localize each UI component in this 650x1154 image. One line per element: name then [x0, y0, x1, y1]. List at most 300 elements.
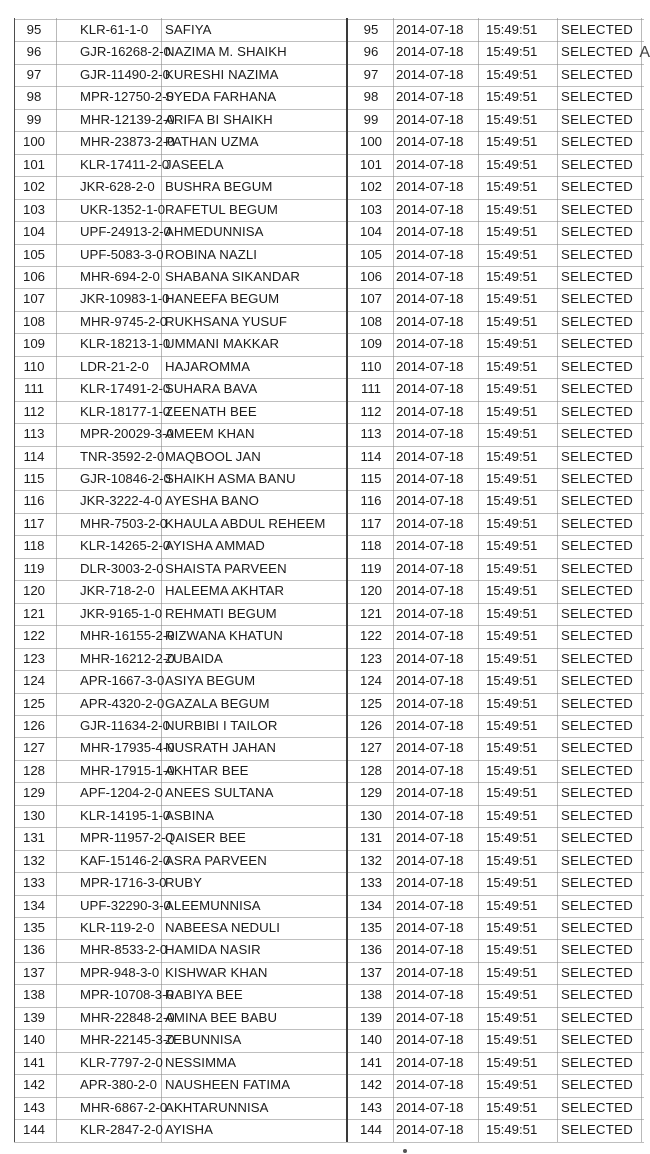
table-row — [0, 311, 650, 333]
status-cell: SELECTED — [561, 493, 634, 509]
time-cell: 15:49:51 — [486, 538, 538, 554]
serial-number-repeat-cell: 138 — [359, 987, 382, 1003]
time-cell: 15:49:51 — [486, 830, 538, 846]
time-cell: 15:49:51 — [486, 695, 538, 711]
date-cell: 2014-07-18 — [396, 830, 464, 846]
date-cell: 2014-07-18 — [396, 313, 464, 329]
candidate-name-cell: RAFETUL BEGUM — [165, 201, 278, 217]
date-cell: 2014-07-18 — [396, 1099, 464, 1115]
table-row — [0, 468, 650, 490]
serial-number-cell: 129 — [22, 785, 45, 801]
status-cell: SELECTED — [561, 111, 634, 127]
candidate-name-cell: SHAIKH ASMA BANU — [165, 471, 296, 486]
status-cell: SELECTED — [561, 807, 634, 823]
time-cell: 15:49:51 — [486, 852, 538, 868]
registration-id-cell: MHR-17915-1-0 — [80, 762, 175, 778]
serial-number-cell: 101 — [22, 156, 45, 172]
date-cell: 2014-07-18 — [396, 1054, 464, 1070]
status-cell: SELECTED — [561, 538, 634, 554]
status-cell: SELECTED — [561, 268, 634, 284]
time-cell: 15:49:51 — [486, 448, 538, 464]
candidate-name-cell: UMMANI MAKKAR — [165, 336, 280, 352]
date-cell: 2014-07-18 — [396, 336, 464, 352]
date-cell: 2014-07-18 — [396, 471, 464, 486]
date-cell: 2014-07-18 — [396, 964, 464, 980]
status-cell: SELECTED — [561, 560, 634, 576]
status-cell: SELECTED — [561, 515, 634, 531]
status-cell: SELECTED — [561, 987, 634, 1003]
serial-number-repeat-cell: 123 — [359, 650, 382, 666]
candidate-name-cell: ASRA PARVEEN — [165, 852, 267, 868]
time-cell: 15:49:51 — [486, 717, 538, 733]
table-row — [0, 827, 650, 849]
candidate-name-cell: HALEEMA AKHTAR — [165, 583, 285, 599]
date-cell: 2014-07-18 — [396, 111, 464, 127]
date-cell: 2014-07-18 — [396, 875, 464, 891]
status-cell: SELECTED — [561, 89, 634, 105]
time-cell: 15:49:51 — [486, 358, 538, 374]
date-cell: 2014-07-18 — [396, 246, 464, 262]
serial-number-cell: 112 — [23, 403, 45, 419]
serial-number-repeat-cell: 107 — [359, 291, 382, 307]
registration-id-cell: JKR-9165-1-0 — [80, 605, 163, 621]
registration-id-cell: APR-380-2-0 — [80, 1077, 157, 1093]
serial-number-cell: 103 — [22, 201, 45, 217]
serial-number-repeat-cell: 108 — [359, 313, 382, 329]
table-row — [0, 962, 650, 984]
date-cell: 2014-07-18 — [396, 605, 464, 621]
status-cell: SELECTED — [561, 44, 634, 60]
serial-number-repeat-cell: 98 — [363, 89, 379, 105]
date-cell: 2014-07-18 — [396, 179, 464, 195]
table-row — [0, 176, 650, 198]
serial-number-cell: 137 — [22, 964, 45, 980]
time-cell: 15:49:51 — [486, 44, 538, 60]
serial-number-repeat-cell: 130 — [359, 807, 382, 823]
status-cell: SELECTED — [561, 224, 634, 240]
serial-number-cell: 121 — [22, 605, 45, 621]
date-cell: 2014-07-18 — [396, 515, 464, 531]
table-row — [0, 513, 650, 535]
table-row — [0, 199, 650, 221]
time-cell: 15:49:51 — [486, 22, 538, 37]
registration-id-cell: KLR-18177-1-0 — [80, 403, 171, 419]
date-cell: 2014-07-18 — [396, 852, 464, 868]
date-cell: 2014-07-18 — [396, 224, 464, 240]
table-row — [0, 535, 650, 557]
time-cell: 15:49:51 — [486, 493, 538, 509]
serial-number-repeat-cell: 120 — [359, 583, 382, 599]
table-row — [0, 872, 650, 894]
time-cell: 15:49:51 — [486, 605, 538, 621]
serial-number-repeat-cell: 110 — [360, 358, 382, 374]
candidate-name-cell: KHAULA ABDUL REHEEM — [165, 515, 326, 531]
candidate-name-cell: ROBINA NAZLI — [165, 246, 258, 262]
status-cell: SELECTED — [561, 695, 634, 711]
table-row — [0, 1097, 650, 1119]
time-cell: 15:49:51 — [486, 1122, 538, 1138]
time-cell: 15:49:51 — [486, 246, 538, 262]
serial-number-cell: 135 — [22, 920, 45, 935]
date-cell: 2014-07-18 — [396, 403, 464, 419]
candidate-name-cell: BUSHRA BEGUM — [165, 179, 273, 195]
serial-number-cell: 104 — [22, 224, 45, 240]
serial-number-cell: 144 — [22, 1122, 45, 1138]
candidate-name-cell: REHMATI BEGUM — [165, 605, 277, 621]
serial-number-cell: 131 — [22, 830, 45, 846]
serial-number-repeat-cell: 119 — [360, 560, 382, 576]
registration-id-cell: JKR-718-2-0 — [80, 583, 155, 599]
candidate-name-cell: NESSIMMA — [165, 1054, 237, 1070]
table-row — [0, 86, 650, 108]
serial-number-repeat-cell: 106 — [359, 268, 382, 284]
registration-id-cell: MHR-8533-2-0 — [80, 942, 168, 958]
registration-id-cell: MHR-17935-4-0 — [80, 740, 175, 756]
registration-id-cell: JKR-3222-4-0 — [80, 493, 163, 509]
serial-number-repeat-cell: 126 — [359, 717, 382, 733]
candidate-name-cell: HAMIDA NASIR — [165, 942, 261, 958]
candidate-name-cell: HAJAROMMA — [165, 358, 251, 374]
registration-id-cell: KLR-18213-1-0 — [80, 336, 171, 352]
registration-id-cell: JKR-628-2-0 — [80, 179, 155, 195]
time-cell: 15:49:51 — [486, 381, 538, 397]
table-row — [0, 693, 650, 715]
serial-number-cell: 138 — [22, 987, 45, 1003]
registration-id-cell: APR-4320-2-0 — [80, 695, 165, 711]
registration-id-cell: MHR-7503-2-0 — [80, 515, 168, 531]
registration-id-cell: KLR-14195-1-0 — [80, 807, 171, 823]
candidate-name-cell: AKHTAR BEE — [165, 762, 249, 778]
table-row — [0, 580, 650, 602]
candidate-name-cell: ZUBAIDA — [165, 650, 223, 666]
table-row — [0, 64, 650, 86]
serial-number-repeat-cell: 111 — [360, 381, 382, 397]
candidate-name-cell: GAZALA BEGUM — [165, 695, 270, 711]
registration-id-cell: MHR-16155-2-0 — [80, 628, 175, 644]
status-cell: SELECTED — [561, 1122, 634, 1138]
serial-number-cell: 106 — [22, 268, 45, 284]
serial-number-cell: 142 — [22, 1077, 45, 1093]
status-cell: SELECTED — [561, 426, 634, 442]
date-cell: 2014-07-18 — [396, 942, 464, 958]
registration-id-cell: APF-1204-2-0 — [80, 785, 163, 801]
registration-id-cell: MHR-22145-3-0 — [80, 1032, 175, 1048]
serial-number-repeat-cell: 125 — [359, 695, 382, 711]
time-cell: 15:49:51 — [486, 897, 538, 913]
table-row — [0, 446, 650, 468]
status-cell: SELECTED — [561, 785, 634, 801]
table-row — [0, 603, 650, 625]
registration-id-cell: APR-1667-3-0 — [80, 673, 165, 689]
registration-id-cell: UKR-1352-1-0 — [80, 201, 166, 217]
status-cell: SELECTED — [561, 1009, 634, 1025]
candidate-name-cell: NAZIMA M. SHAIKH — [165, 44, 287, 60]
serial-number-repeat-cell: 136 — [359, 942, 382, 958]
serial-number-cell: 130 — [22, 807, 45, 823]
candidate-name-cell: SHABANA SIKANDAR — [165, 268, 300, 284]
serial-number-repeat-cell: 101 — [359, 156, 382, 172]
registration-id-cell: MHR-6867-2-0 — [80, 1099, 168, 1115]
date-cell: 2014-07-18 — [396, 1077, 464, 1093]
registration-id-cell: MPR-1716-3-0 — [80, 875, 167, 891]
serial-number-repeat-cell: 115 — [360, 471, 382, 486]
registration-id-cell: KLR-2847-2-0 — [80, 1122, 163, 1138]
serial-number-cell: 98 — [26, 89, 42, 105]
candidate-name-cell: SHAISTA PARVEEN — [165, 560, 287, 576]
candidate-name-cell: AHMEDUNNISA — [165, 224, 264, 240]
table-row — [0, 423, 650, 445]
serial-number-repeat-cell: 141 — [359, 1054, 382, 1070]
serial-number-cell: 140 — [22, 1032, 45, 1048]
time-cell: 15:49:51 — [486, 942, 538, 958]
date-cell: 2014-07-18 — [396, 1122, 464, 1138]
time-cell: 15:49:51 — [486, 134, 538, 150]
serial-number-repeat-cell: 142 — [359, 1077, 382, 1093]
serial-number-cell: 99 — [26, 111, 42, 127]
candidate-name-cell: JASEELA — [165, 156, 224, 172]
table-row — [0, 333, 650, 355]
time-cell: 15:49:51 — [486, 1009, 538, 1025]
serial-number-cell: 107 — [22, 291, 45, 307]
time-cell: 15:49:51 — [486, 1054, 538, 1070]
time-cell: 15:49:51 — [486, 875, 538, 891]
date-cell: 2014-07-18 — [396, 89, 464, 105]
time-cell: 15:49:51 — [486, 313, 538, 329]
serial-number-repeat-cell: 132 — [359, 852, 382, 868]
registration-id-cell: MPR-10708-3-0 — [80, 987, 174, 1003]
status-cell: SELECTED — [561, 313, 634, 329]
serial-number-repeat-cell: 131 — [359, 830, 382, 846]
status-cell: SELECTED — [561, 852, 634, 868]
serial-number-repeat-cell: 102 — [359, 179, 382, 195]
date-cell: 2014-07-18 — [396, 673, 464, 689]
serial-number-cell: 134 — [22, 897, 45, 913]
date-cell: 2014-07-18 — [396, 1009, 464, 1025]
status-cell: SELECTED — [561, 740, 634, 756]
registration-id-cell: KLR-61-1-0 — [80, 22, 149, 37]
scan-speck — [403, 1149, 407, 1153]
registration-id-cell: MPR-12750-2-0 — [80, 89, 174, 105]
serial-number-repeat-cell: 97 — [363, 66, 379, 82]
serial-number-cell: 143 — [22, 1099, 45, 1115]
candidate-name-cell: KISHWAR KHAN — [165, 964, 268, 980]
serial-number-repeat-cell: 144 — [359, 1122, 382, 1138]
status-cell: SELECTED — [561, 628, 634, 644]
candidate-name-cell: AKHTARUNNISA — [165, 1099, 269, 1115]
table-row — [0, 266, 650, 288]
serial-number-cell: 105 — [22, 246, 45, 262]
table-row — [0, 715, 650, 737]
serial-number-cell: 132 — [22, 852, 45, 868]
date-cell: 2014-07-18 — [396, 785, 464, 801]
status-cell: SELECTED — [561, 1077, 634, 1093]
serial-number-repeat-cell: 118 — [360, 538, 382, 554]
status-cell: SELECTED — [561, 291, 634, 307]
table-row — [0, 760, 650, 782]
table-row — [0, 558, 650, 580]
time-cell: 15:49:51 — [486, 268, 538, 284]
table-row — [0, 131, 650, 153]
candidate-name-cell: AMEEM KHAN — [165, 426, 255, 442]
candidate-name-cell: ARIFA BI SHAIKH — [165, 111, 273, 127]
time-cell: 15:49:51 — [486, 224, 538, 240]
date-cell: 2014-07-18 — [396, 807, 464, 823]
candidate-name-cell: NABEESA NEDULI — [165, 920, 280, 935]
registration-id-cell: KLR-14265-2-0 — [80, 538, 171, 554]
registration-id-cell: MHR-9745-2-0 — [80, 313, 168, 329]
registration-id-cell: KLR-119-2-0 — [80, 920, 155, 935]
status-cell: SELECTED — [561, 246, 634, 262]
serial-number-repeat-cell: 134 — [359, 897, 382, 913]
serial-number-cell: 100 — [22, 134, 45, 150]
time-cell: 15:49:51 — [486, 1099, 538, 1115]
table-row — [0, 850, 650, 872]
serial-number-repeat-cell: 135 — [359, 920, 382, 935]
serial-number-repeat-cell: 104 — [359, 224, 382, 240]
serial-number-cell: 125 — [22, 695, 45, 711]
candidate-name-cell: HANEEFA BEGUM — [165, 291, 280, 307]
date-cell: 2014-07-18 — [396, 717, 464, 733]
candidate-name-cell: KURESHI NAZIMA — [165, 66, 279, 82]
serial-number-repeat-cell: 140 — [359, 1032, 382, 1048]
date-cell: 2014-07-18 — [396, 134, 464, 150]
status-cell: SELECTED — [561, 897, 634, 913]
table-row — [0, 356, 650, 378]
registration-id-cell: KLR-17411-2-0 — [80, 156, 170, 172]
serial-number-cell: 110 — [23, 358, 45, 374]
table-row — [0, 288, 650, 310]
serial-number-cell: 108 — [22, 313, 45, 329]
date-cell: 2014-07-18 — [396, 920, 464, 935]
date-cell: 2014-07-18 — [396, 66, 464, 82]
status-cell: SELECTED — [561, 336, 634, 352]
serial-number-repeat-cell: 143 — [359, 1099, 382, 1115]
serial-number-repeat-cell: 114 — [360, 448, 382, 464]
serial-number-repeat-cell: 121 — [359, 605, 382, 621]
time-cell: 15:49:51 — [486, 920, 538, 935]
time-cell: 15:49:51 — [486, 650, 538, 666]
serial-number-repeat-cell: 100 — [359, 134, 382, 150]
table-row — [0, 1119, 650, 1141]
date-cell: 2014-07-18 — [396, 358, 464, 374]
time-cell: 15:49:51 — [486, 89, 538, 105]
serial-number-cell: 126 — [22, 717, 45, 733]
serial-number-cell: 113 — [23, 426, 45, 442]
serial-number-cell: 128 — [22, 762, 45, 778]
candidate-name-cell: ZEENATH BEE — [165, 403, 257, 419]
table-row — [0, 1029, 650, 1051]
registration-id-cell: KLR-7797-2-0 — [80, 1054, 163, 1070]
serial-number-cell: 117 — [23, 515, 45, 531]
table-row — [0, 378, 650, 400]
table-row — [0, 19, 650, 41]
status-cell: SELECTED — [561, 22, 634, 37]
status-cell: SELECTED — [561, 830, 634, 846]
serial-number-repeat-cell: 113 — [360, 426, 382, 442]
date-cell: 2014-07-18 — [396, 448, 464, 464]
serial-number-cell: 115 — [23, 471, 45, 486]
serial-number-repeat-cell: 139 — [359, 1009, 382, 1025]
serial-number-repeat-cell: 112 — [360, 403, 382, 419]
status-cell: SELECTED — [561, 762, 634, 778]
status-cell: SELECTED — [561, 403, 634, 419]
status-cell: SELECTED — [561, 717, 634, 733]
date-cell: 2014-07-18 — [396, 201, 464, 217]
time-cell: 15:49:51 — [486, 987, 538, 1003]
date-cell: 2014-07-18 — [396, 740, 464, 756]
date-cell: 2014-07-18 — [396, 268, 464, 284]
candidate-name-cell: NAUSHEEN FATIMA — [165, 1077, 291, 1093]
time-cell: 15:49:51 — [486, 403, 538, 419]
table-row — [0, 805, 650, 827]
serial-number-repeat-cell: 116 — [360, 493, 382, 509]
date-cell: 2014-07-18 — [396, 897, 464, 913]
table-row — [0, 648, 650, 670]
serial-number-repeat-cell: 124 — [359, 673, 382, 689]
table-row — [0, 625, 650, 647]
serial-number-cell: 116 — [23, 493, 45, 509]
date-cell: 2014-07-18 — [396, 156, 464, 172]
registration-id-cell: UPF-32290-3-0 — [80, 897, 171, 913]
status-cell: SELECTED — [561, 156, 634, 172]
registration-id-cell: DLR-3003-2-0 — [80, 560, 164, 576]
time-cell: 15:49:51 — [486, 156, 538, 172]
candidate-name-cell: ASBINA — [165, 807, 214, 823]
table-row — [0, 939, 650, 961]
status-cell: SELECTED — [561, 650, 634, 666]
serial-number-repeat-cell: 137 — [359, 964, 382, 980]
date-cell: 2014-07-18 — [396, 695, 464, 711]
date-cell: 2014-07-18 — [396, 1032, 464, 1048]
time-cell: 15:49:51 — [486, 785, 538, 801]
registration-id-cell: KLR-17491-2-0 — [80, 381, 171, 397]
table-row — [0, 984, 650, 1006]
date-cell: 2014-07-18 — [396, 44, 464, 60]
time-cell: 15:49:51 — [486, 740, 538, 756]
date-cell: 2014-07-18 — [396, 560, 464, 576]
serial-number-cell: 127 — [22, 740, 45, 756]
serial-number-cell: 123 — [22, 650, 45, 666]
row-divider — [14, 1142, 644, 1143]
candidate-name-cell: AYESHA BANO — [165, 493, 259, 509]
serial-number-cell: 124 — [22, 673, 45, 689]
serial-number-cell: 102 — [22, 179, 45, 195]
registration-id-cell: LDR-21-2-0 — [80, 358, 149, 374]
serial-number-repeat-cell: 105 — [359, 246, 382, 262]
serial-number-repeat-cell: 109 — [359, 336, 382, 352]
status-cell: SELECTED — [561, 66, 634, 82]
time-cell: 15:49:51 — [486, 515, 538, 531]
serial-number-cell: 141 — [22, 1054, 45, 1070]
serial-number-repeat-cell: 122 — [359, 628, 382, 644]
candidate-name-cell: AYISHA AMMAD — [165, 538, 265, 554]
status-cell: SELECTED — [561, 179, 634, 195]
registration-id-cell: MPR-20029-3-0 — [80, 426, 174, 442]
table-row — [0, 1074, 650, 1096]
time-cell: 15:49:51 — [486, 964, 538, 980]
serial-number-repeat-cell: 129 — [359, 785, 382, 801]
serial-number-cell: 120 — [22, 583, 45, 599]
serial-number-cell: 95 — [26, 22, 42, 37]
registration-id-cell: TNR-3592-2-0 — [80, 448, 165, 464]
date-cell: 2014-07-18 — [396, 538, 464, 554]
status-cell: SELECTED — [561, 1032, 634, 1048]
registration-id-cell: MHR-22848-2-0 — [80, 1009, 175, 1025]
status-cell: SELECTED — [561, 134, 634, 150]
status-cell: SELECTED — [561, 381, 634, 397]
status-cell: SELECTED — [561, 1054, 634, 1070]
serial-number-repeat-cell: 95 — [363, 22, 379, 37]
